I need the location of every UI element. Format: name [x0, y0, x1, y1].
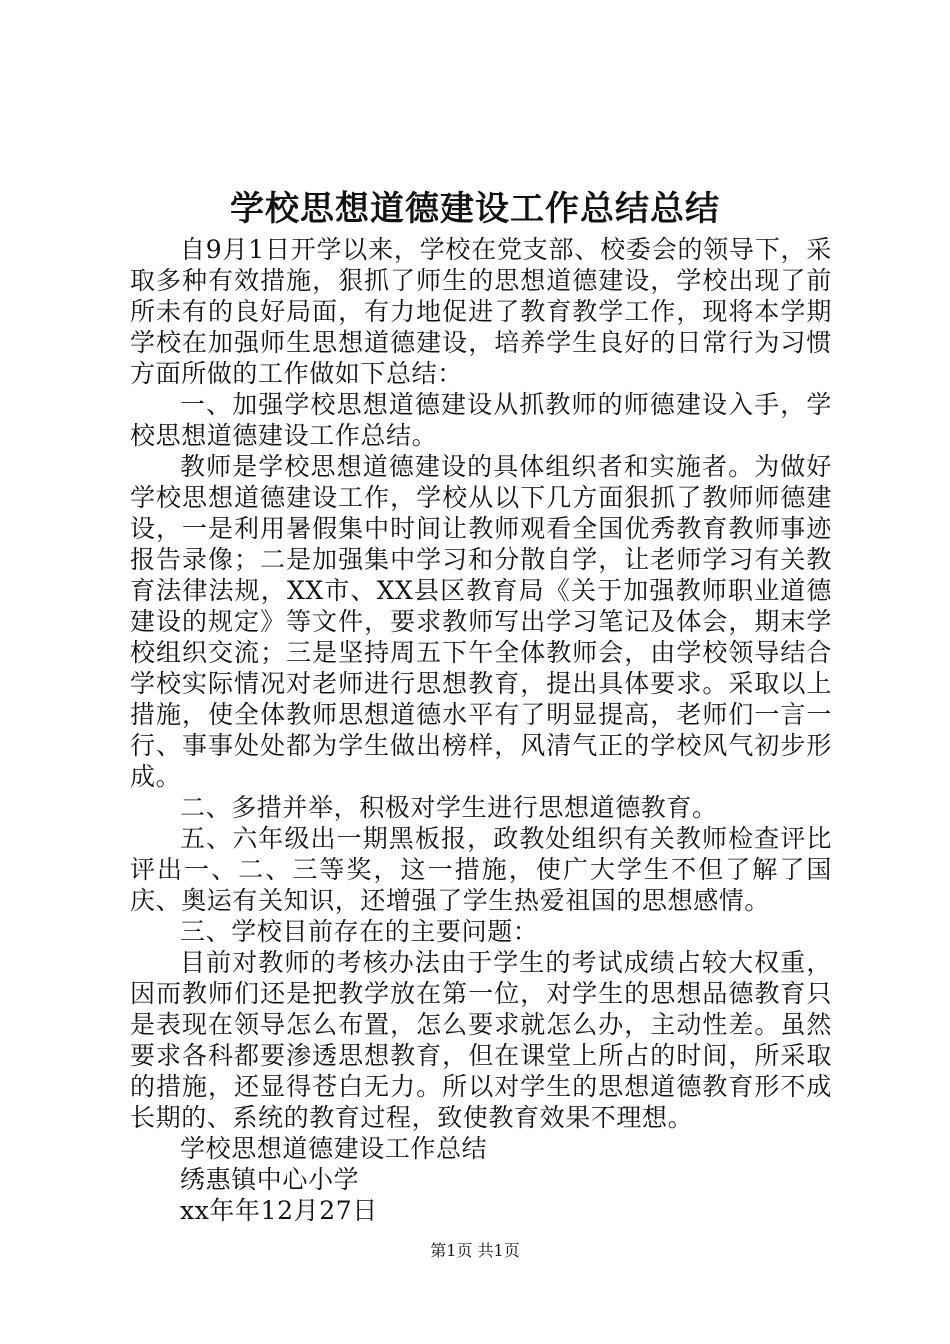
document-body — [130, 234, 832, 1226]
paragraph-intro: 自9月1日开学以来，学校在党支部、校委会的领导下，采取多种有效措施，狠抓了师生的思想道德建设，学校出现了前所未有的良好局面，有力地促进了教育教学工作，现将本学期学校在加强师生思想道德建设，培养学生良好的日常行为习惯方面所做的工作做如下总结： — [130, 235, 832, 388]
closing-doc-name: 学校思想道德建设工作总结 — [180, 1134, 488, 1163]
paragraph-section-2-heading: 二、多措并举，积极对学生进行思想道德教育。 — [180, 793, 718, 822]
closing-date: xx年年12月27日 — [180, 1196, 378, 1225]
paragraph-blackboard: 五、六年级出一期黑板报，政教处组织有关教师检查评比评出一、二、三等奖，这一措施，使广大学生不但了解了国庆、奥运有关知识，还增强了学生热爱祖国的思想感情。 — [130, 824, 832, 915]
page-footer: 第1页 共1页 — [430, 1241, 520, 1260]
paragraph-section-1-heading: 一、加强学校思想道德建设从抓教师的师德建设入手，学校思想道德建设工作总结。 — [130, 390, 832, 450]
closing-organization: 绣惠镇中心小学 — [180, 1165, 360, 1194]
paragraph-section-3-heading: 三、学校目前存在的主要问题： — [180, 917, 539, 946]
document-title: 学校思想道德建设工作总结总结 — [230, 189, 720, 229]
paragraph-problems: 目前对教师的考核办法由于学生的考试成绩占较大权重，因而教师们还是把教学放在第一位，对学生的思想品德教育只是表现在领导怎么布置，怎么要求就怎么办，主动性差。虽然要求各科都要渗透思想教育，但在课堂上所占的时间，所采取的措施，还显得苍白无力。所以对学生的思想道德教育形不成长期的、系统的教育过程，致使教育效果不理想。 — [130, 948, 832, 1132]
paragraph-teacher-ethics: 教师是学校思想道德建设的具体组织者和实施者。为做好学校思想道德建设工作，学校从以下几方面狠抓了教师师德建设，一是利用暑假集中时间让教师观看全国优秀教育教师事迹报告录像；二是加强集中学习和分散自学，让老师学习有关教育法律法规，XX市、XX县区教育局《关于加强教师职业道德建设的规定》等文件，要求教师写出学习笔记及体会，期末学校组织交流；三是坚持周五下午全体教师会，由学校领导结合学校实际情况对老师进行思想教育，提出具体要求。采取以上措施，使全体教师思想道德水平有了明显提高，老师们一言一行、事事处处都为学生做出榜样，风清气正的学校风气初步形成。 — [130, 452, 832, 791]
